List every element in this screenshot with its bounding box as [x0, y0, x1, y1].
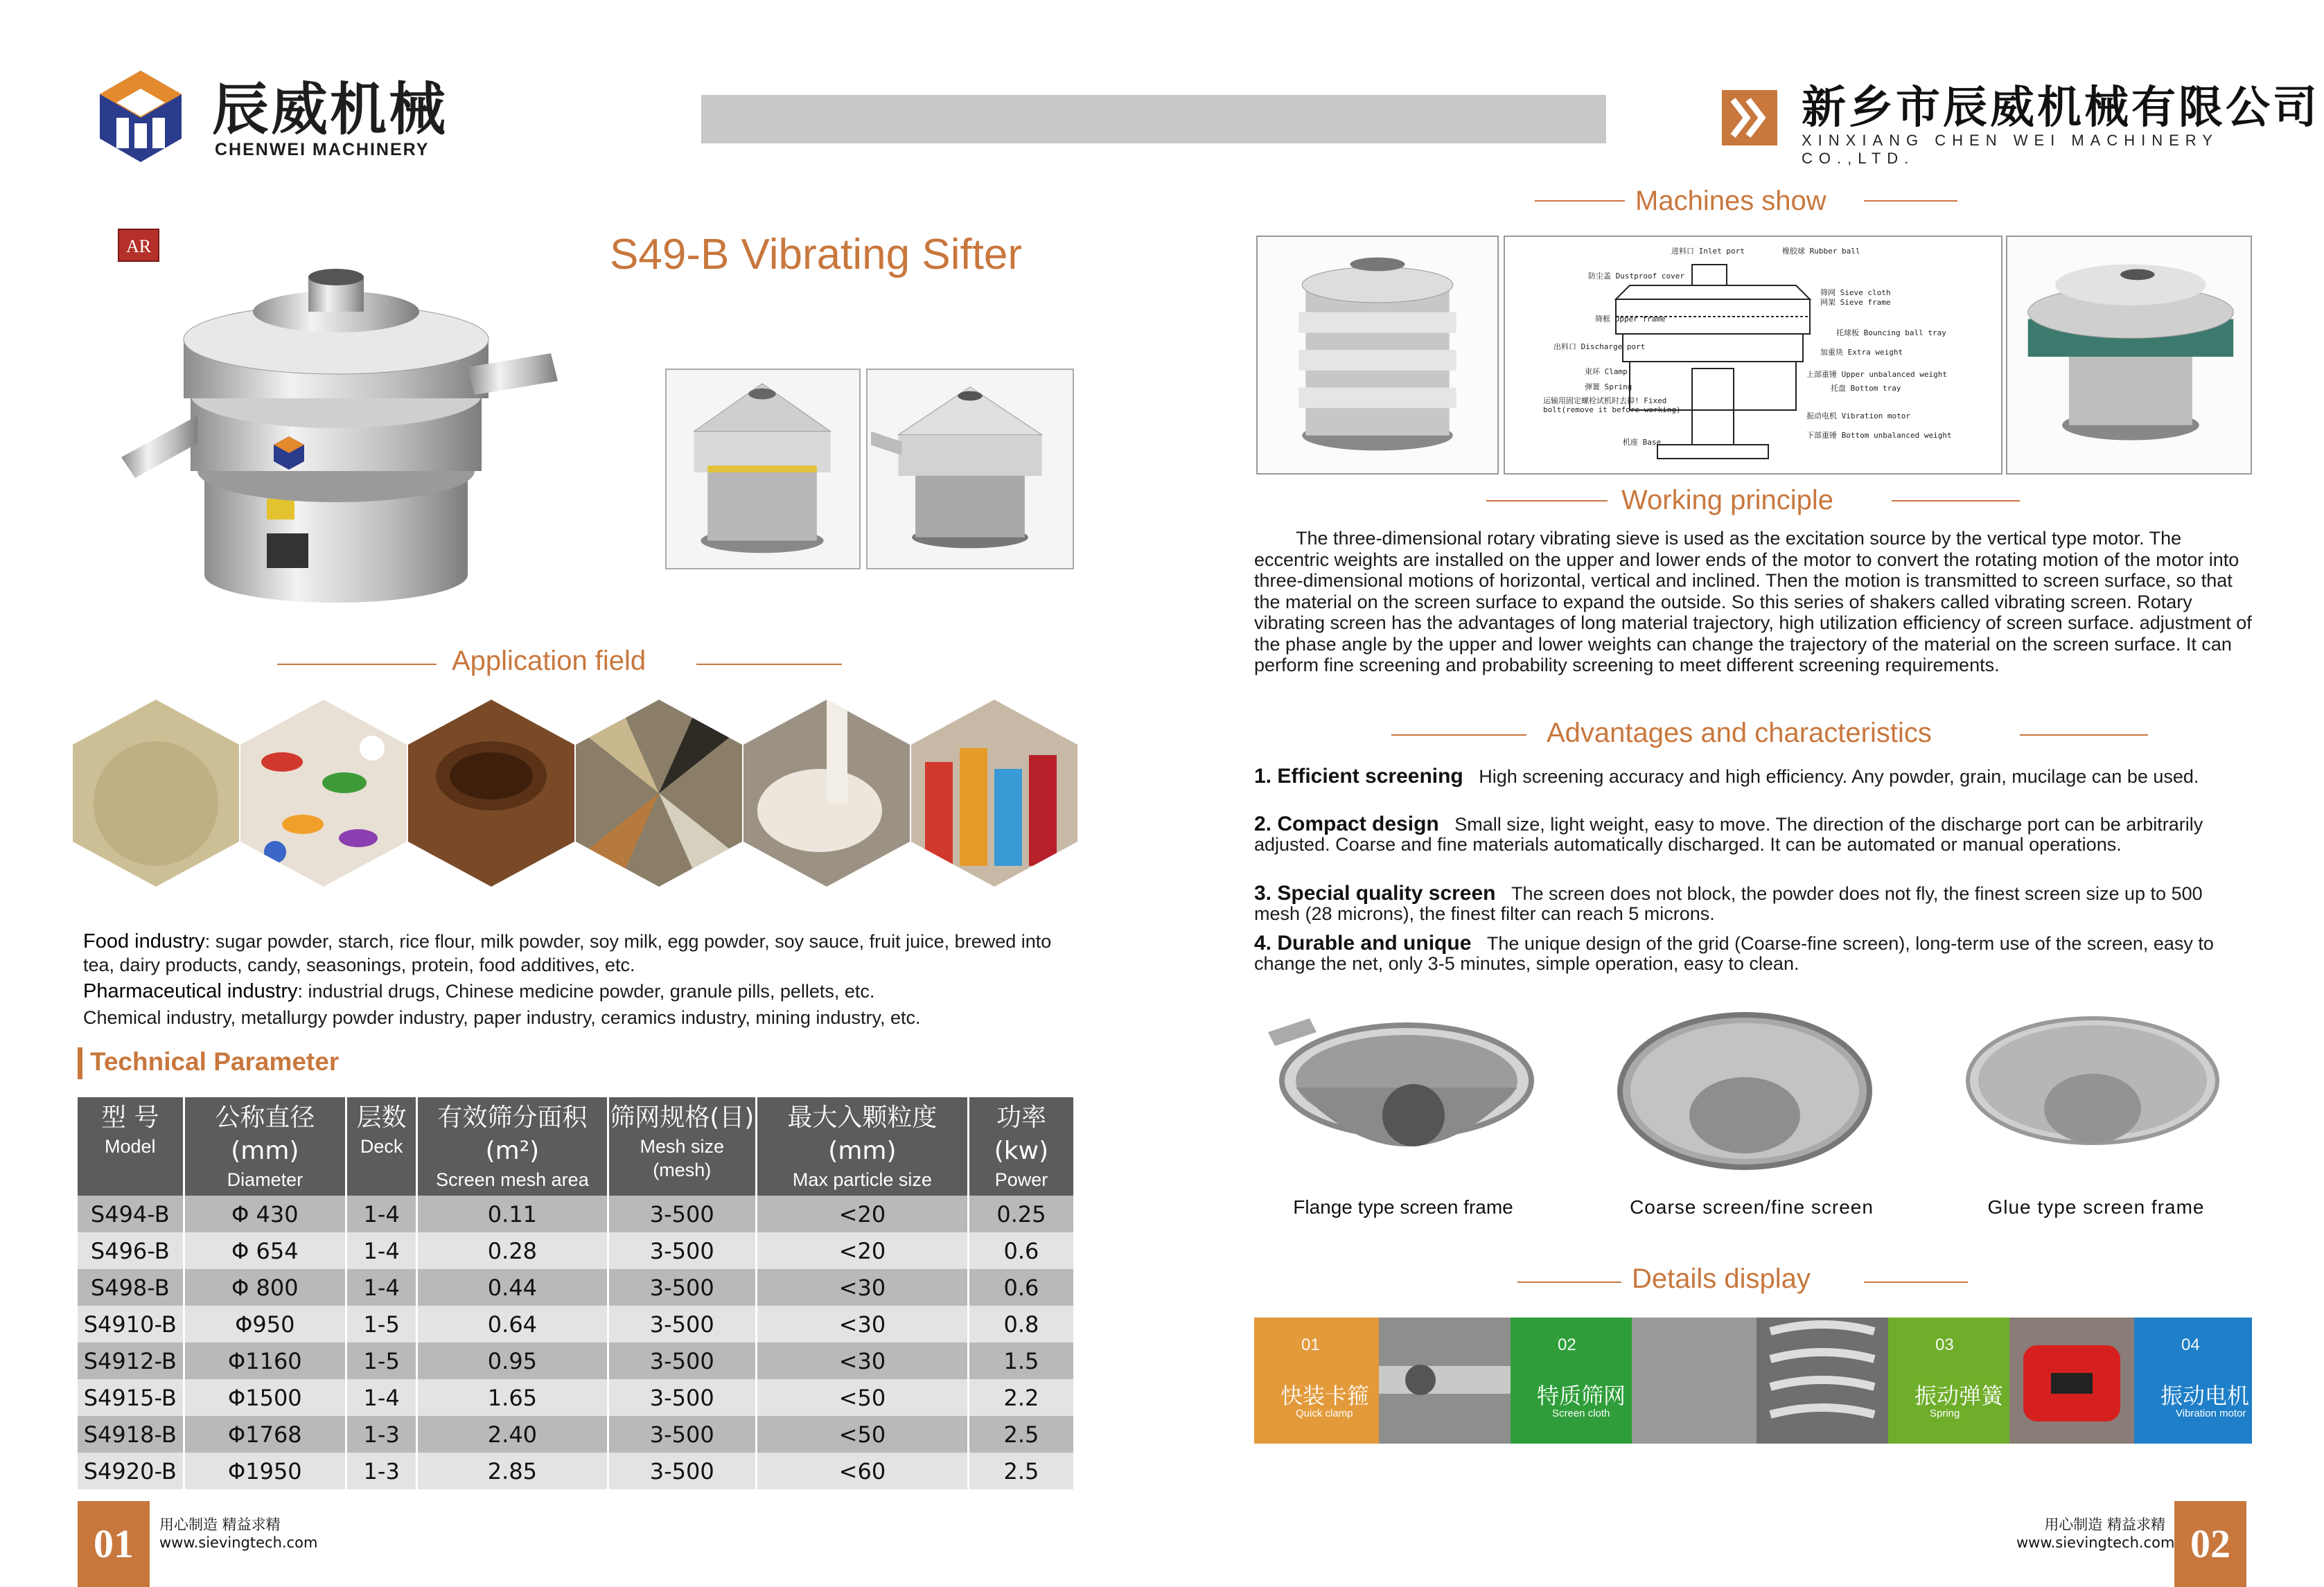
machine-photo-left	[1256, 236, 1499, 475]
table-cell: 3-500	[608, 1232, 756, 1269]
detail-number: 01	[1301, 1336, 1320, 1354]
table-cell: 0.6	[968, 1232, 1074, 1269]
detail-number: 03	[1935, 1336, 1954, 1354]
flange-screen-frame-photo	[1268, 1011, 1538, 1191]
details-display-title: Details display	[1632, 1264, 1811, 1294]
table-row	[78, 1342, 1075, 1379]
table-cell: 1-4	[346, 1232, 417, 1269]
website-text: www.sievingtech.com	[2016, 1534, 2175, 1551]
table-cell: 1-4	[346, 1269, 417, 1306]
slogan-text: 用心制造 精益求精	[159, 1516, 281, 1533]
footer-slogan	[159, 1516, 317, 1552]
table-cell: S4918-B	[78, 1416, 184, 1453]
detail-tile-screen-cloth	[1511, 1318, 1632, 1444]
divider-line	[1864, 1282, 1968, 1283]
detail-label-cn: 振动电机	[2160, 1383, 2250, 1409]
advantages-title: Advantages and characteristics	[1547, 718, 1932, 748]
vibration-motor-photo	[2009, 1318, 2134, 1444]
detail-tile-vibration-motor	[2134, 1318, 2252, 1444]
detail-label-cn: 振动弹簧	[1914, 1383, 2004, 1409]
table-cell: <30	[756, 1306, 968, 1342]
table-cell: S496-B	[78, 1232, 184, 1269]
table-cell: <50	[756, 1416, 968, 1453]
table-cell: 0.95	[417, 1342, 608, 1379]
advantage-heading: 1. Efficient screening	[1254, 765, 1463, 788]
food-industry-text: : sugar powder, starch, rice flour, milk powder, soy milk, egg powder, soy sauce, fruit juice, brewed into tea, dairy products, candy, seasonings, protein, food additives, etc.	[83, 931, 1052, 975]
advantage-text: The unique design of the grid (Coarse-fine screen), long-term use of the screen, easy to change the net, only 3-5 minutes, simple operation, easy to clean.	[1254, 933, 2214, 974]
hex-milk	[743, 700, 910, 887]
slogan-text: 用心制造 精益求精	[2044, 1516, 2165, 1533]
detail-tile-spring	[1888, 1318, 2009, 1444]
table-cell: 1-4	[346, 1379, 417, 1416]
table-cell: 3-500	[608, 1342, 756, 1379]
table-cell: Φ 800	[184, 1269, 346, 1306]
product-title: S49-B Vibrating Sifter	[610, 231, 1023, 278]
page-number: 01	[78, 1501, 150, 1587]
application-photo-hexagons	[73, 700, 1077, 887]
advantage-item	[1254, 933, 2252, 974]
advantage-heading: 4. Durable and unique	[1254, 932, 1472, 955]
hex-bottles	[911, 700, 1077, 887]
table-cell: <30	[756, 1342, 968, 1379]
table-cell: <50	[756, 1379, 968, 1416]
detail-label-en: Vibration motor	[2176, 1408, 2246, 1419]
diagram-label: 托球板 Bouncing ball tray	[1836, 328, 1946, 337]
table-cell: <20	[756, 1232, 968, 1269]
detail-label-en: Quick clamp	[1296, 1408, 1353, 1419]
machine-photo-right	[2006, 236, 2252, 475]
detail-label-en: Spring	[1930, 1408, 1960, 1419]
table-cell: S4912-B	[78, 1342, 184, 1379]
double-chevron-icon	[1722, 90, 1777, 145]
table-header-cell: 功率(kw) Power	[968, 1097, 1074, 1196]
company-name-cn: 新乡市辰威机械有限公司	[1802, 82, 2320, 134]
table-cell: 2.2	[968, 1379, 1074, 1416]
divider-line	[277, 664, 437, 665]
machines-show-title: Machines show	[1635, 186, 1826, 216]
table-header-cell: 有效筛分面积(m²) Screen mesh area	[417, 1097, 608, 1196]
application-description	[83, 930, 1053, 1029]
diagram-label: 弹簧 Spring	[1585, 382, 1632, 391]
table-header-row	[78, 1097, 1075, 1196]
screen-caption: Glue type screen frame	[1987, 1196, 2205, 1218]
table-cell: 0.44	[417, 1269, 608, 1306]
company-name-en: XINXIANG CHEN WEI MACHINERY CO.,LTD.	[1802, 132, 2219, 167]
table-cell: 0.64	[417, 1306, 608, 1342]
table-cell: 2.5	[968, 1453, 1074, 1489]
sifter-thumbnail-1	[665, 369, 861, 569]
structure-diagram	[1504, 236, 2002, 475]
table-cell: Φ1950	[184, 1453, 346, 1489]
advantage-text: High screening accuracy and high efficiency. Any powder, grain, mucilage can be used.	[1479, 766, 2199, 787]
table-row	[78, 1416, 1075, 1453]
diagram-label: 运输用固定螺栓试机时去掉! Fixed bolt(remove it before working)	[1543, 396, 1681, 414]
coarse-fine-screen-photo	[1606, 1011, 1876, 1191]
divider-line	[1864, 200, 1957, 202]
detail-label-cn: 快装卡箍	[1280, 1383, 1370, 1409]
technical-parameter-title: Technical Parameter	[90, 1047, 340, 1076]
table-cell: <60	[756, 1453, 968, 1489]
diagram-label: 筛框 Upper frame	[1595, 314, 1666, 323]
table-cell: S498-B	[78, 1269, 184, 1306]
table-cell: Φ1768	[184, 1416, 346, 1453]
website-text: www.sievingtech.com	[159, 1534, 318, 1551]
advantage-text: Small size, light weight, easy to move. The direction of the discharge port can be arbitrarily adjusted. Coarse and fine materials automatically discharged. It can be automated or manual operations.	[1254, 814, 2203, 855]
table-row	[78, 1453, 1075, 1489]
divider-line	[2020, 734, 2148, 736]
hex-pills	[240, 700, 407, 887]
table-cell: <20	[756, 1196, 968, 1232]
table-cell: Φ1160	[184, 1342, 346, 1379]
ar-badge: AR	[118, 229, 159, 262]
sifter-thumbnail-2	[866, 369, 1074, 569]
diagram-label: 下部重锤 Bottom unbalanced weight	[1806, 431, 1952, 440]
detail-label-cn: 特质筛网	[1537, 1383, 1626, 1409]
table-cell: 1-5	[346, 1306, 417, 1342]
screen-cloth-spring-photo	[1632, 1318, 1888, 1444]
diagram-label: 出料口 Discharge port	[1553, 342, 1646, 351]
table-cell: 2.40	[417, 1416, 608, 1453]
application-field-title: Application field	[452, 646, 646, 676]
advantage-item	[1254, 883, 2252, 924]
table-cell: 1.65	[417, 1379, 608, 1416]
table-header-cell: 筛网规格(目) Mesh size (mesh)	[608, 1097, 756, 1196]
diagram-label: 上部重锤 Upper unbalanced weight	[1806, 370, 1947, 379]
divider-line	[1486, 500, 1608, 502]
table-cell: 2.85	[417, 1453, 608, 1489]
table-cell: 2.5	[968, 1416, 1074, 1453]
advantage-text: The screen does not block, the powder does not fly, the finest screen size up to 500 mesh (28 microns), the finest filter can reach 5 microns.	[1254, 883, 2203, 924]
diagram-label: 进料口 Inlet port	[1671, 247, 1745, 256]
quick-clamp-photo	[1379, 1318, 1511, 1444]
screen-caption: Flange type screen frame	[1293, 1196, 1513, 1218]
diagram-label: 橡胶球 Rubber ball	[1782, 247, 1860, 256]
table-header-cell: 公称直径(mm) Diameter	[184, 1097, 346, 1196]
pharma-industry-text: : industrial drugs, Chinese medicine powder, granule pills, pellets, etc.	[297, 981, 875, 1002]
table-cell: S4920-B	[78, 1453, 184, 1489]
table-cell: 1-4	[346, 1196, 417, 1232]
hex-flour	[73, 700, 239, 887]
brand-name-cn: 辰威机械	[212, 77, 448, 143]
divider-line	[1391, 734, 1526, 736]
advantage-item	[1254, 814, 2252, 855]
table-cell: <30	[756, 1269, 968, 1306]
pharma-industry-label: Pharmaceutical industry	[83, 980, 298, 1002]
table-cell: 3-500	[608, 1306, 756, 1342]
table-header-cell: 层数 Deck	[346, 1097, 417, 1196]
divider-line	[1892, 500, 2020, 502]
advantage-item	[1254, 766, 2252, 787]
hex-cocoa	[408, 700, 574, 887]
table-cell: 3-500	[608, 1196, 756, 1232]
table-row	[78, 1196, 1075, 1232]
company-logo-icon	[97, 69, 184, 163]
screen-caption: Coarse screen/fine screen	[1630, 1196, 1874, 1218]
working-principle-title: Working principle	[1621, 485, 1834, 515]
details-strip	[1254, 1318, 2252, 1444]
divider-line	[1535, 200, 1625, 202]
table-cell: 1-3	[346, 1416, 417, 1453]
header-banner-bar	[701, 95, 1606, 143]
table-cell: 0.6	[968, 1269, 1074, 1306]
detail-number: 02	[1558, 1336, 1576, 1354]
diagram-label: 机座 Base	[1623, 438, 1662, 447]
table-cell: 3-500	[608, 1379, 756, 1416]
glue-screen-frame-photo	[1954, 1011, 2224, 1191]
table-cell: Φ 654	[184, 1232, 346, 1269]
diagram-label: 束环 Clamp	[1585, 367, 1628, 376]
advantage-heading: 3. Special quality screen	[1254, 882, 1496, 905]
table-cell: 0.8	[968, 1306, 1074, 1342]
technical-parameter-table	[78, 1097, 1075, 1489]
divider-line	[696, 664, 842, 665]
table-row	[78, 1232, 1075, 1269]
table-cell: 0.28	[417, 1232, 608, 1269]
table-header-cell: 型 号 Model	[78, 1097, 184, 1196]
diagram-label: 网架 Sieve frame	[1820, 298, 1891, 307]
table-cell: Φ1500	[184, 1379, 346, 1416]
table-cell: 1.5	[968, 1342, 1074, 1379]
table-row	[78, 1379, 1075, 1416]
table-row	[78, 1306, 1075, 1342]
diagram-label: 振动电机 Vibration motor	[1806, 411, 1910, 420]
table-cell: S494-B	[78, 1196, 184, 1232]
food-industry-label: Food industry	[83, 930, 205, 952]
detail-tile-quick-clamp	[1254, 1318, 1379, 1444]
table-cell: 3-500	[608, 1269, 756, 1306]
diagram-label: 加重块 Extra weight	[1820, 348, 1903, 357]
divider-line	[1517, 1282, 1621, 1283]
table-cell: 3-500	[608, 1416, 756, 1453]
hex-grains	[576, 700, 742, 887]
table-cell: Φ950	[184, 1306, 346, 1342]
page-number: 02	[2174, 1501, 2246, 1587]
footer-slogan	[2016, 1516, 2175, 1552]
section-marker	[78, 1047, 82, 1079]
diagram-label: 筛网 Sieve cloth	[1820, 288, 1891, 297]
table-row	[78, 1269, 1075, 1306]
working-principle-text: The three-dimensional rotary vibrating sieve is used as the excitation source by the vertical type motor. The eccentric weights are installed on the upper and lower ends of the motor to convert the rotating motion of the motor into three-dimensional motions of horizontal, vertical and inclined. Then the motion is transmitted to screen surface, so that the material on the screen surface to expand the outside. So this series of shakers called vibrating screen. Rotary vibrating screen has the advantages of long material trajectory, high utilization efficiency of screen surface. adjustment of the phase angle by the upper and lower weights can change the trajectory of the material on the screen surface. It can perform fine screening and probability screening to meet different screening requirements.	[1254, 528, 2252, 675]
advantage-heading: 2. Compact design	[1254, 813, 1439, 835]
table-cell: 0.11	[417, 1196, 608, 1232]
vibrating-sifter-photo	[121, 242, 592, 617]
detail-label-en: Screen cloth	[1552, 1408, 1610, 1419]
table-cell: 1-5	[346, 1342, 417, 1379]
brand-name-en: CHENWEI MACHINERY	[215, 140, 430, 159]
table-cell: 3-500	[608, 1453, 756, 1489]
detail-number: 04	[2181, 1336, 2200, 1354]
diagram-label: 托盘 Bottom tray	[1831, 384, 1901, 393]
table-cell: 1-3	[346, 1453, 417, 1489]
table-header-cell: 最大入颗粒度(mm) Max particle size	[756, 1097, 968, 1196]
table-cell: S4910-B	[78, 1306, 184, 1342]
diagram-label: 防尘盖 Dustproof cover	[1588, 272, 1684, 281]
chemical-industry-text: Chemical industry, metallurgy powder industry, paper industry, ceramics industry, mining industry, etc.	[83, 1007, 921, 1028]
table-cell: Φ 430	[184, 1196, 346, 1232]
table-cell: 0.25	[968, 1196, 1074, 1232]
table-cell: S4915-B	[78, 1379, 184, 1416]
